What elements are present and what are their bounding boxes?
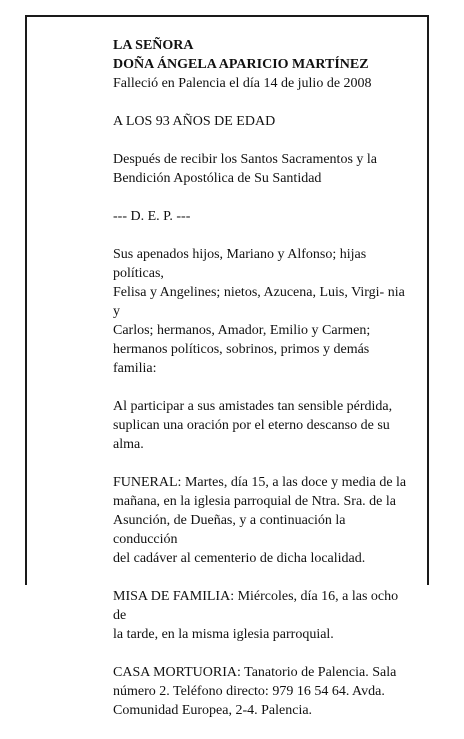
request-line-2: suplican una oración por el eterno descanso de su alma. [113,418,390,452]
death-date-line: Falleció en Palencia el día 14 de julio de 2008 [113,76,372,91]
header-block [113,36,413,93]
family-line-3: Carlos; hermanos, Amador, Emilio y Carmen; [113,323,371,338]
sacraments-line-1: Después de recibir los Santos Sacramentos y la [113,152,377,167]
funeral-line-4: del cadáver al cementerio de dicha localidad. [113,551,366,566]
mass-line-2: la tarde, en la misma iglesia parroquial. [113,627,334,642]
deceased-name: DOÑA ÁNGELA APARICIO MARTÍNEZ [113,57,369,72]
family-line-4: hermanos políticos, sobrinos, primos y demás familia: [113,342,370,376]
family-line-1: Sus apenados hijos, Mariano y Alfonso; hijas políticas, [113,247,367,281]
funeral-line-2: mañana, en la iglesia parroquial de Ntra. Sra. de la [113,494,396,509]
rip-line: --- D. E. P. --- [113,209,191,224]
funeral-line-3: Asunción, de Dueñas, y a continuación la conducción [113,513,346,547]
request-block [113,397,413,454]
request-line-1: Al participar a sus amistades tan sensible pérdida, [113,399,393,414]
title-line-1: LA SEÑORA [113,38,194,53]
age-block [113,112,413,131]
rip-block [113,207,413,226]
house-line-1: CASA MORTUORIA: Tanatorio de Palencia. Sala [113,665,397,680]
family-block [113,245,413,378]
house-line-3: Comunidad Europea, 2-4. Palencia. [113,703,313,718]
funeral-block [113,473,413,568]
funeral-home-block [113,663,413,720]
mass-line-1: MISA DE FAMILIA: Miércoles, día 16, a las ocho de [113,589,399,623]
sacraments-block [113,150,413,188]
age-line: A LOS 93 AÑOS DE EDAD [113,114,276,129]
funeral-line-1: FUNERAL: Martes, día 15, a las doce y media de la [113,475,407,490]
sacraments-line-2: Bendición Apostólica de Su Santidad [113,171,322,186]
family-mass-block [113,587,413,644]
family-line-2: Felisa y Angelines; nietos, Azucena, Luis, Virgi- nia y [113,285,405,319]
obituary-notice [113,36,413,739]
house-line-2: número 2. Teléfono directo: 979 16 54 64. Avda. [113,684,385,699]
